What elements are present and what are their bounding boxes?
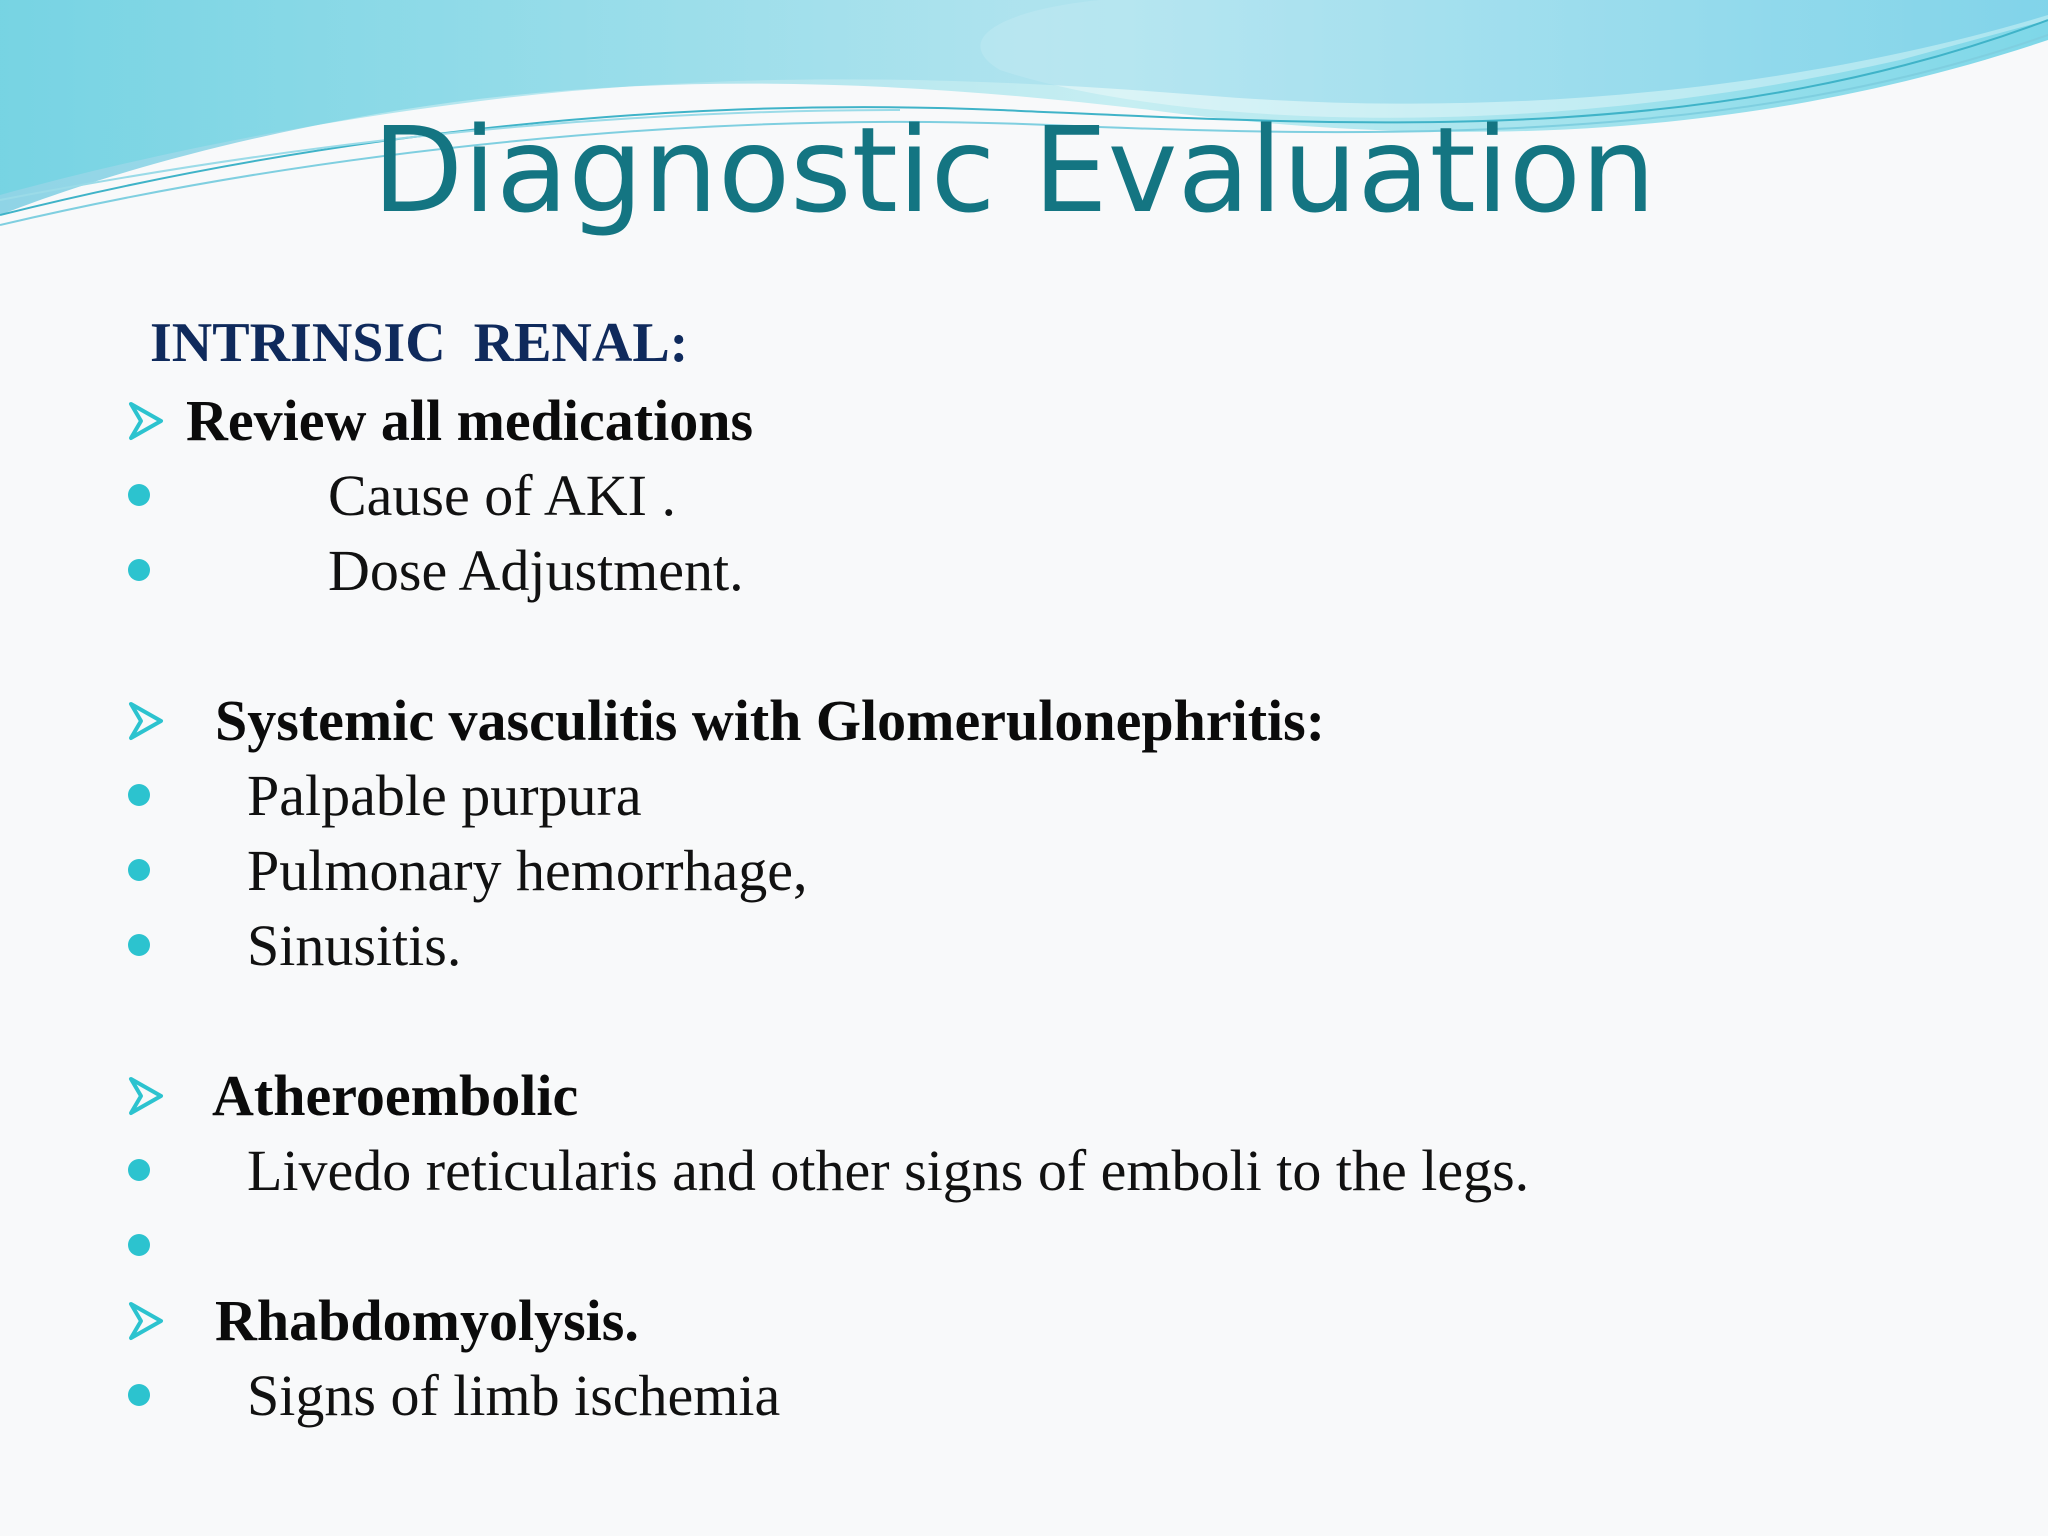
arrow-bullet-icon [128, 1301, 164, 1341]
slide-title [0, 100, 2048, 240]
bullet-dot-icon [128, 934, 150, 956]
group-heading: Review all medications [186, 388, 754, 453]
list-item-text: Dose Adjustment. [328, 538, 744, 603]
list-item [0, 908, 2048, 983]
slide-title-text: Diagnostic Evaluation [372, 101, 1656, 239]
list-item [0, 533, 2048, 608]
list-item [0, 1133, 2048, 1208]
list-item [0, 1358, 2048, 1433]
list-item [0, 458, 2048, 533]
arrow-bullet-icon [128, 701, 164, 741]
group-heading: Systemic vasculitis with Glomerulonephritis: [215, 688, 1326, 753]
group-heading-row [0, 383, 2048, 458]
list-item-text: Signs of limb ischemia [247, 1363, 781, 1428]
list-item [0, 758, 2048, 833]
group-heading: Rhabdomyolysis. [215, 1288, 639, 1353]
group-heading-row [0, 1283, 2048, 1358]
arrow-bullet-icon [128, 401, 164, 441]
list-item [0, 1208, 2048, 1283]
bullet-dot-icon [128, 784, 150, 806]
list-item-text: Cause of AKI . [328, 463, 676, 528]
group-heading-row [0, 1058, 2048, 1133]
list-item [0, 833, 2048, 908]
bullet-dot-icon [128, 1159, 150, 1181]
bullet-dot-icon [128, 859, 150, 881]
list-item-text: Pulmonary hemorrhage, [247, 838, 808, 903]
bullet-dot-icon [128, 1234, 150, 1256]
list-item-text: Palpable purpura [247, 763, 642, 828]
bullet-dot-icon [128, 484, 150, 506]
section-heading: INTRINSIC RENAL: [150, 312, 689, 374]
arrow-bullet-icon [128, 1076, 164, 1116]
bullet-dot-icon [128, 1384, 150, 1406]
bullet-dot-icon [128, 559, 150, 581]
group-heading-row [0, 683, 2048, 758]
list-item-text: Livedo reticularis and other signs of emboli to the legs. [247, 1138, 1530, 1203]
group-heading: Atheroembolic [212, 1063, 579, 1128]
list-item-text: Sinusitis. [247, 913, 462, 978]
